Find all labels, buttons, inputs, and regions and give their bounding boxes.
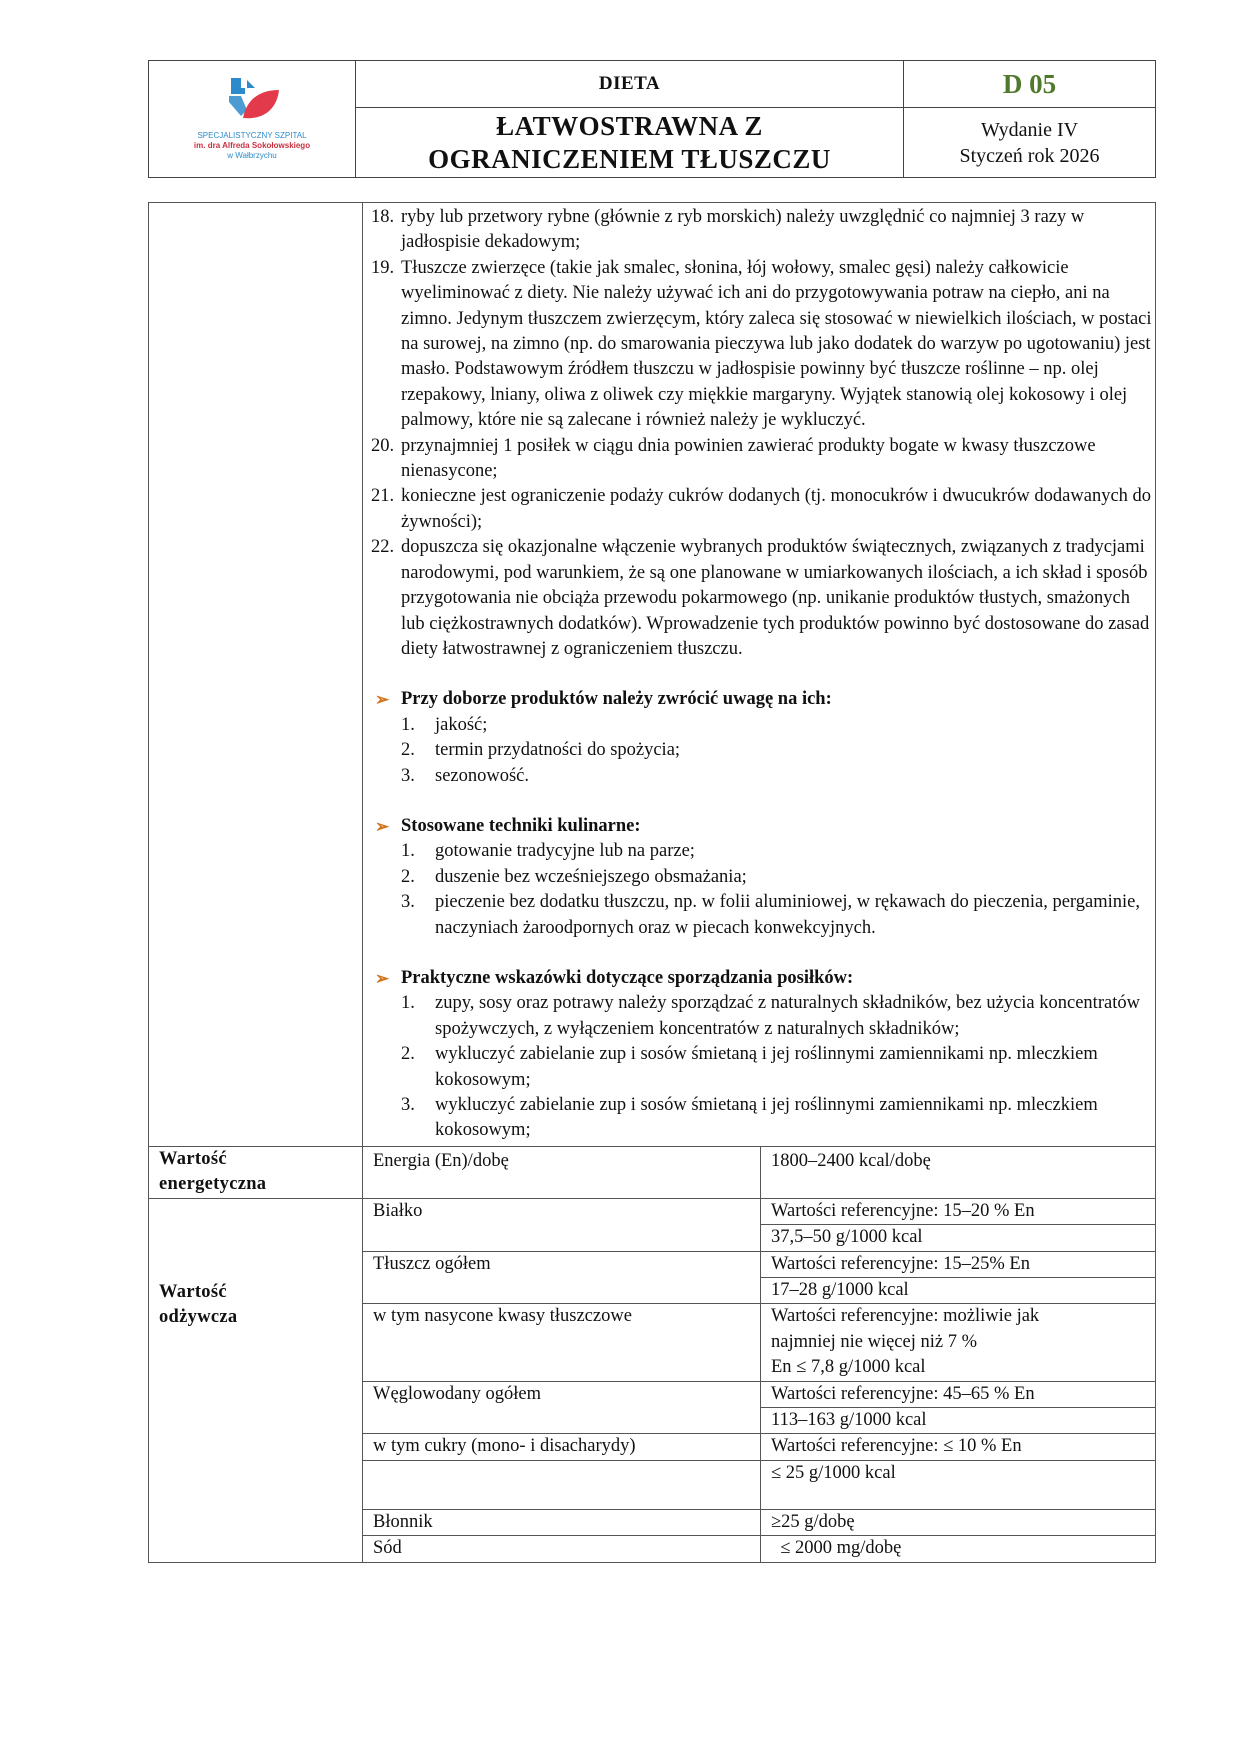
empty-label-cell [149, 203, 363, 1147]
arrow-bullet-icon: ➢ [375, 690, 390, 710]
logo-line-2: im. dra Alfreda Sokołowskiego [193, 140, 311, 150]
section-heading: ➢ Praktyczne wskazówki dotyczące sporządzania posiłków: [371, 966, 1155, 991]
diet-title-line-1: ŁATWOSTRAWNA Z [496, 111, 763, 141]
section-product-selection [371, 687, 1155, 789]
list-item: 1. jakość; [401, 714, 488, 735]
nutrient-name: w tym cukry (mono- i disacharydy) [363, 1434, 761, 1460]
section-list [371, 713, 1155, 789]
section-heading: ➢ Przy doborze produktów należy zwrócić uwagę na ich: [371, 687, 1155, 712]
nutrient-value: Wartości referencyjne: ≤ 10 % En [761, 1434, 1156, 1460]
arrow-bullet-icon: ➢ [375, 968, 390, 988]
nutrient-name: Białko [363, 1198, 761, 1251]
list-item: 2. wykluczyć zabielanie zup i sosów śmietaną i jej roślinnymi zamiennikami np. mleczkiem kokosowym; [401, 1044, 1098, 1090]
list-item: 2. termin przydatności do spożycia; [401, 740, 681, 761]
section-heading: ➢ Stosowane techniki kulinarne: [371, 814, 1155, 839]
list-item: 3. wykluczyć zabielanie zup i sosów śmietaną i jej roślinnymi zamiennikami np. mleczkiem kokosowym; [401, 1095, 1098, 1141]
document-page [148, 60, 1156, 1563]
nutrient-name [363, 1460, 761, 1509]
nutrient-value: 17–28 g/1000 kcal [761, 1278, 1156, 1304]
section-cooking-techniques [371, 814, 1155, 941]
energy-value: 1800–2400 kcal/dobę [761, 1146, 1156, 1198]
rule-item: 18. ryby lub przetwory rybne (głównie z ryb morskich) należy uwzględnić co najmniej 3 razy w jadłospisie dekadowym; [371, 207, 1085, 253]
section-list [371, 839, 1155, 941]
hospital-name [194, 131, 310, 161]
nutrient-name: w tym nasycone kwasy tłuszczowe [363, 1304, 761, 1381]
nutrient-value: Wartości referencyjne: 45–65 % En [761, 1381, 1156, 1407]
rule-item: 20. przynajmniej 1 posiłek w ciągu dnia powinien zawierać produkty bogate w kwasy tłuszczowe nienasycone; [371, 435, 1096, 482]
edition-info [904, 108, 1156, 178]
document-code: D 05 [904, 61, 1156, 108]
rules-list [371, 205, 1155, 662]
energy-label: Wartość energetyczna [149, 1146, 363, 1198]
list-item: 3. pieczenie bez dodatku tłuszczu, np. w folii aluminiowej, w rękawach do pieczenia, pergaminie, naczyniach żaroodpornych oraz w piecach konwekcyjnych. [401, 892, 1140, 938]
section-list [371, 991, 1155, 1143]
list-item: 2. duszenie bez wcześniejszego obsmażania; [401, 866, 747, 887]
nutrient-value: 37,5–50 g/1000 kcal [761, 1225, 1156, 1251]
rule-item: 21. konieczne jest ograniczenie podaży cukrów dodanych (tj. monocukrów i dwucukrów dodawanych do żywności); [371, 486, 1152, 532]
rule-item: 19. Tłuszcze zwierzęce (takie jak smalec, słonina, łój wołowy, smalec gęsi) należy całkowicie wyeliminować z diety. Nie należy używać ich ani do przygotowywania potraw na ciepło, ani na zimno. Jedynym tłuszczem zwierzęcym, który zaleca się stosować w niewielkich ilościach, w postaci na surowej, na zimno (np. do smarowania pieczywa lub jako dodatek do warzyw po ugotowaniu) jest masło. Podstawowym źródłem tłuszczu w jadłospisie powinny być tłuszcze roślinne – np. olej rzepakowy, lniany, oliwa z oliwek czy miękkie margaryny. Wyjątek stanowią olej kokosowy i olej palmowy, które nie są zalecane i również należy je wykluczyć. [371, 257, 1152, 431]
diet-title-line-2: OGRANICZENIEM TŁUSZCZU [428, 144, 831, 174]
edition-date: Styczeń rok 2026 [959, 144, 1100, 167]
nutrition-label: Wartość odżywcza [149, 1198, 363, 1562]
hospital-logo [194, 76, 310, 161]
nutrient-value: ≥25 g/dobę [761, 1509, 1156, 1535]
nutrient-value: ≤ 25 g/1000 kcal [761, 1460, 1156, 1509]
nutrition-row [149, 1198, 1156, 1224]
diet-content-table [148, 202, 1156, 1563]
nutrient-name: Tłuszcz ogółem [363, 1251, 761, 1304]
nutrient-value: ≤ 2000 mg/dobę [761, 1536, 1156, 1562]
energy-row [149, 1146, 1156, 1198]
logo-line-3: w Wałbrzychu [227, 150, 277, 160]
nutrient-name: Błonnik [363, 1509, 761, 1535]
nutrient-value: Wartości referencyjne: 15–20 % En [761, 1198, 1156, 1224]
rule-item: 22. dopuszcza się okazjonalne włączenie wybranych produktów świątecznych, związanych z tradycjami narodowymi, pod warunkiem, że są one planowane w umiarkowanych ilościach, a ich skład i sposób przygotowania nie obciąża przewodu pokarmowego (np. unikanie produktów tłustych, smażonych lub ciężkostrawnych dodatków). Wprowadzenie tych produktów powinno być dostosowane do zasad diety łatwostrawnej z ograniczeniem tłuszczu. [371, 537, 1150, 659]
logo-cell [149, 61, 356, 178]
diet-category: DIETA [356, 61, 904, 108]
logo-line-1: SPECJALISTYCZNY SZPITAL [197, 130, 307, 140]
diet-title [356, 108, 904, 178]
arrow-bullet-icon: ➢ [375, 816, 390, 836]
hospital-emblem-icon [217, 76, 287, 126]
energy-name: Energia (En)/dobę [363, 1146, 761, 1198]
edition-number: Wydanie IV [980, 118, 1079, 141]
nutrient-name: Sód [363, 1536, 761, 1562]
list-item: 3. sezonowość. [401, 765, 530, 786]
nutrient-value: Wartości referencyjne: możliwie jak najmniej nie więcej niż 7 % En ≤ 7,8 g/1000 kcal [761, 1304, 1156, 1381]
recommendations-cell [363, 203, 1156, 1147]
list-item: 1. zupy, sosy oraz potrawy należy sporządzać z naturalnych składników, bez użycia koncentratów spożywczych, z wyłączeniem koncentratów z naturalnych składników; [401, 993, 1140, 1039]
document-header [148, 60, 1156, 178]
list-item: 1. gotowanie tradycyjne lub na parze; [401, 841, 695, 862]
nutrient-name: Węglowodany ogółem [363, 1381, 761, 1434]
section-practical-tips [371, 966, 1155, 1144]
nutrient-value: Wartości referencyjne: 15–25% En [761, 1251, 1156, 1277]
nutrient-value: 113–163 g/1000 kcal [761, 1408, 1156, 1434]
